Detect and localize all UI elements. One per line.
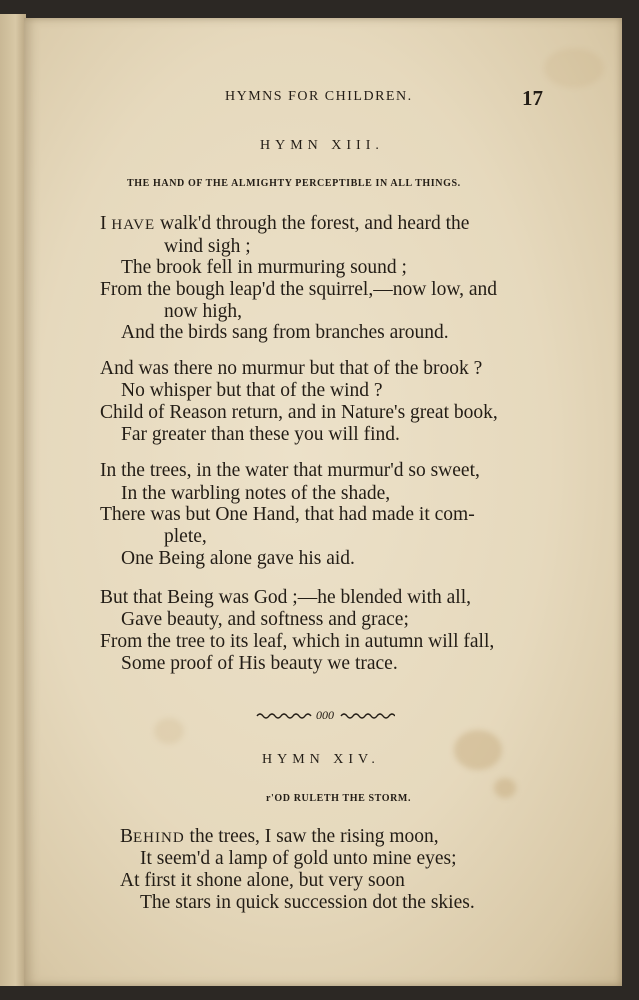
first-initial: B: [120, 826, 134, 847]
verse-line: One Being alone gave his aid.: [121, 548, 355, 569]
page-number: 17: [522, 86, 543, 110]
foxing-stain: [454, 730, 502, 770]
verse-line: The stars in quick succession dot the skies.: [140, 892, 475, 913]
first-word-smallcaps: EHIND: [133, 830, 185, 846]
verse-line: No whisper but that of the wind ?: [121, 380, 383, 401]
verse-line-text: walk'd through the forest, and heard the: [155, 213, 470, 234]
verse-line: [100, 213, 469, 237]
foxing-stain: [544, 48, 604, 88]
ornamental-divider: [255, 707, 395, 723]
hymn-subtitle: r'OD RULETH THE STORM.: [266, 793, 412, 804]
verse-line: now high,: [164, 301, 242, 322]
verse-line: There was but One Hand, that had made it com-: [100, 504, 475, 525]
verse-line: Gave beauty, and softness and grace;: [121, 609, 409, 630]
verse-line: [120, 826, 439, 850]
hymn-title: HYMN XIII.: [260, 138, 384, 153]
foxing-stain: [494, 778, 516, 798]
verse-line: From the bough leap'd the squirrel,—now low, and: [100, 279, 498, 300]
verse-line: And was there no murmur but that of the brook ?: [100, 358, 483, 379]
verse-line: From the tree to its leaf, which in autumn will fall,: [100, 631, 495, 652]
wave-ornament-right: [341, 714, 395, 718]
verse-line: Far greater than these you will find.: [121, 424, 400, 445]
verse-line: In the trees, in the water that murmur'd so sweet,: [100, 460, 480, 481]
wave-ornament-left: [257, 714, 311, 718]
hymn-title: HYMN XIV.: [262, 752, 380, 767]
verse-line: The brook fell in murmuring sound ;: [121, 257, 407, 278]
verse-line: plete,: [164, 526, 207, 547]
verse-line: And the birds sang from branches around.: [121, 322, 449, 343]
verse-line-text: the trees, I saw the rising moon,: [184, 826, 439, 847]
verse-line: Child of Reason return, and in Nature's great book,: [100, 402, 498, 423]
ornament-center: 000: [316, 708, 334, 722]
hymn-subtitle: THE HAND OF THE ALMIGHTY PERCEPTIBLE IN ALL THINGS.: [127, 178, 461, 189]
verse-line: wind sigh ;: [164, 236, 251, 257]
running-head: HYMNS FOR CHILDREN.: [225, 89, 413, 104]
verse-line: It seem'd a lamp of gold unto mine eyes;: [140, 848, 457, 869]
verse-line: But that Being was God ;—he blended with all,: [100, 587, 471, 608]
first-word-smallcaps: HAVE: [111, 217, 156, 233]
verse-line: In the warbling notes of the shade,: [121, 483, 391, 504]
verse-line: At first it shone alone, but very soon: [120, 870, 405, 891]
verse-line: Some proof of His beauty we trace.: [121, 653, 398, 674]
first-initial: I: [100, 213, 107, 234]
facing-page-edge: [0, 14, 26, 986]
foxing-stain: [154, 718, 184, 744]
